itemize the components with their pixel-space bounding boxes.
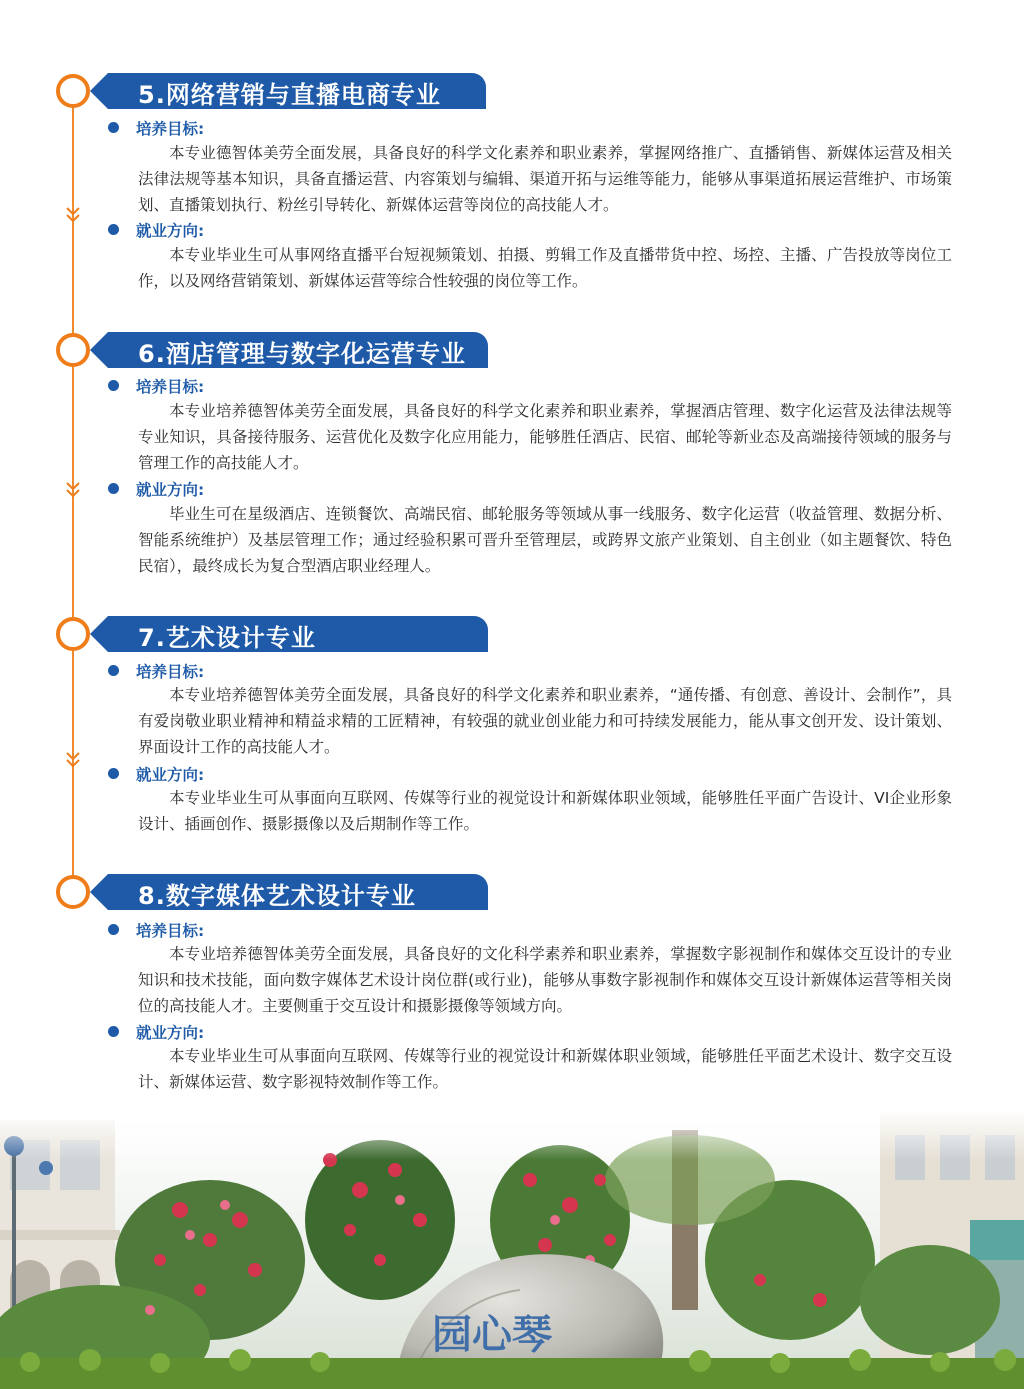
career-text: 本专业毕业生可从事网络直播平台短视频策划、拍摄、剪辑工作及直播带货中控、场控、主播、广告投放等岗位工作，以及网络营销策划、新媒体运营等综合性较强的岗位等工作。 [138, 246, 952, 290]
goal-text: 本专业培养德智体美劳全面发展，具备良好的科学文化素养和职业素养，“通传播、有创意、善设计、会制作”，具有爱岗敬业职业精神和精益求精的工匠精神，有较强的就业创业能力和可持续发展能力，能从事文创开发、设计策划、界面设计工作的高技能人才。 [138, 686, 952, 756]
bullet-icon [108, 483, 119, 494]
chevron-down-icon [63, 750, 83, 770]
bullet-icon [108, 665, 119, 676]
section-title: 7.艺术设计专业 [138, 624, 316, 652]
bullet-icon [108, 924, 119, 935]
career-text: 本专业毕业生可从事面向互联网、传媒等行业的视觉设计和新媒体职业领域，能够胜任平面艺术设计、数字交互设计、新媒体运营、数字影视特效制作等工作。 [138, 1047, 952, 1091]
bullet-icon [108, 122, 119, 133]
chevron-down-icon [63, 480, 83, 500]
section-title: 6.酒店管理与数字化运营专业 [138, 340, 466, 368]
bullet-icon [108, 224, 119, 235]
goal-text: 本专业培养德智体美劳全面发展，具备良好的文化科学素养和职业素养，掌握数字影视制作和媒体交互设计的专业知识和技术技能，面向数字媒体艺术设计岗位群(或行业)，能够从事数字影视制作和媒体交互设计新媒体运营等相关岗位的高技能人才。主要侧重于交互设计和摄影摄像等领域方向。 [138, 945, 952, 1015]
career-label: 就业方向: [136, 222, 205, 240]
bullet-icon [108, 380, 119, 391]
goal-label: 培养目标: [136, 922, 205, 940]
section-title-bar [108, 874, 488, 910]
career-label: 就业方向: [136, 766, 205, 784]
bullet-icon [108, 768, 119, 779]
campus-garden-illustration [0, 1110, 1024, 1389]
career-text: 毕业生可在星级酒店、连锁餐饮、高端民宿、邮轮服务等领域从事一线服务、数字化运营（收益管理、数据分析、智能系统维护）及基层管理工作；通过经验积累可晋升至管理层，或跨界文旅产业策划、自主创业（如主题餐饮、特色民宿），最终成长为复合型酒店职业经理人。 [138, 505, 952, 575]
goal-label: 培养目标: [136, 120, 205, 138]
timeline-node-icon [56, 875, 90, 909]
section-title: 8.数字媒体艺术设计专业 [138, 882, 416, 910]
career-label: 就业方向: [136, 1024, 205, 1042]
goal-text: 本专业培养德智体美劳全面发展，具备良好的科学文化素养和职业素养，掌握酒店管理、数字化运营及法律法规等专业知识，具备接待服务、运营优化及数字化应用能力，能够胜任酒店、民宿、邮轮等新业态及高端接待领域的服务与管理工作的高技能人才。 [138, 402, 952, 472]
career-label: 就业方向: [136, 481, 205, 499]
section-title: 5.网络营销与直播电商专业 [138, 81, 441, 109]
timeline-node-icon [56, 333, 90, 367]
section-title-bar [108, 73, 486, 109]
stone-inscription: 园心琴 [432, 1311, 552, 1358]
section-title-bar [108, 332, 488, 368]
goal-text: 本专业德智体美劳全面发展，具备良好的科学文化素养和职业素养，掌握网络推广、直播销售、新媒体运营及相关法律法规等基本知识，具备直播运营、内容策划与编辑、渠道开拓与运维等能力，能够从事渠道拓展运营维护、市场策划、直播策划执行、粉丝引导转化、新媒体运营等岗位的高技能人才。 [138, 144, 952, 214]
bullet-icon [108, 1026, 119, 1037]
goal-label: 培养目标: [136, 378, 205, 396]
goal-label: 培养目标: [136, 663, 205, 681]
career-text: 本专业毕业生可从事面向互联网、传媒等行业的视觉设计和新媒体职业领域，能够胜任平面广告设计、VI企业形象设计、插画创作、摄影摄像以及后期制作等工作。 [138, 789, 952, 833]
campus-photo [0, 1110, 1024, 1389]
chevron-down-icon [63, 205, 83, 225]
section-title-bar [108, 616, 488, 652]
timeline-node-icon [56, 74, 90, 108]
timeline-node-icon [56, 617, 90, 651]
